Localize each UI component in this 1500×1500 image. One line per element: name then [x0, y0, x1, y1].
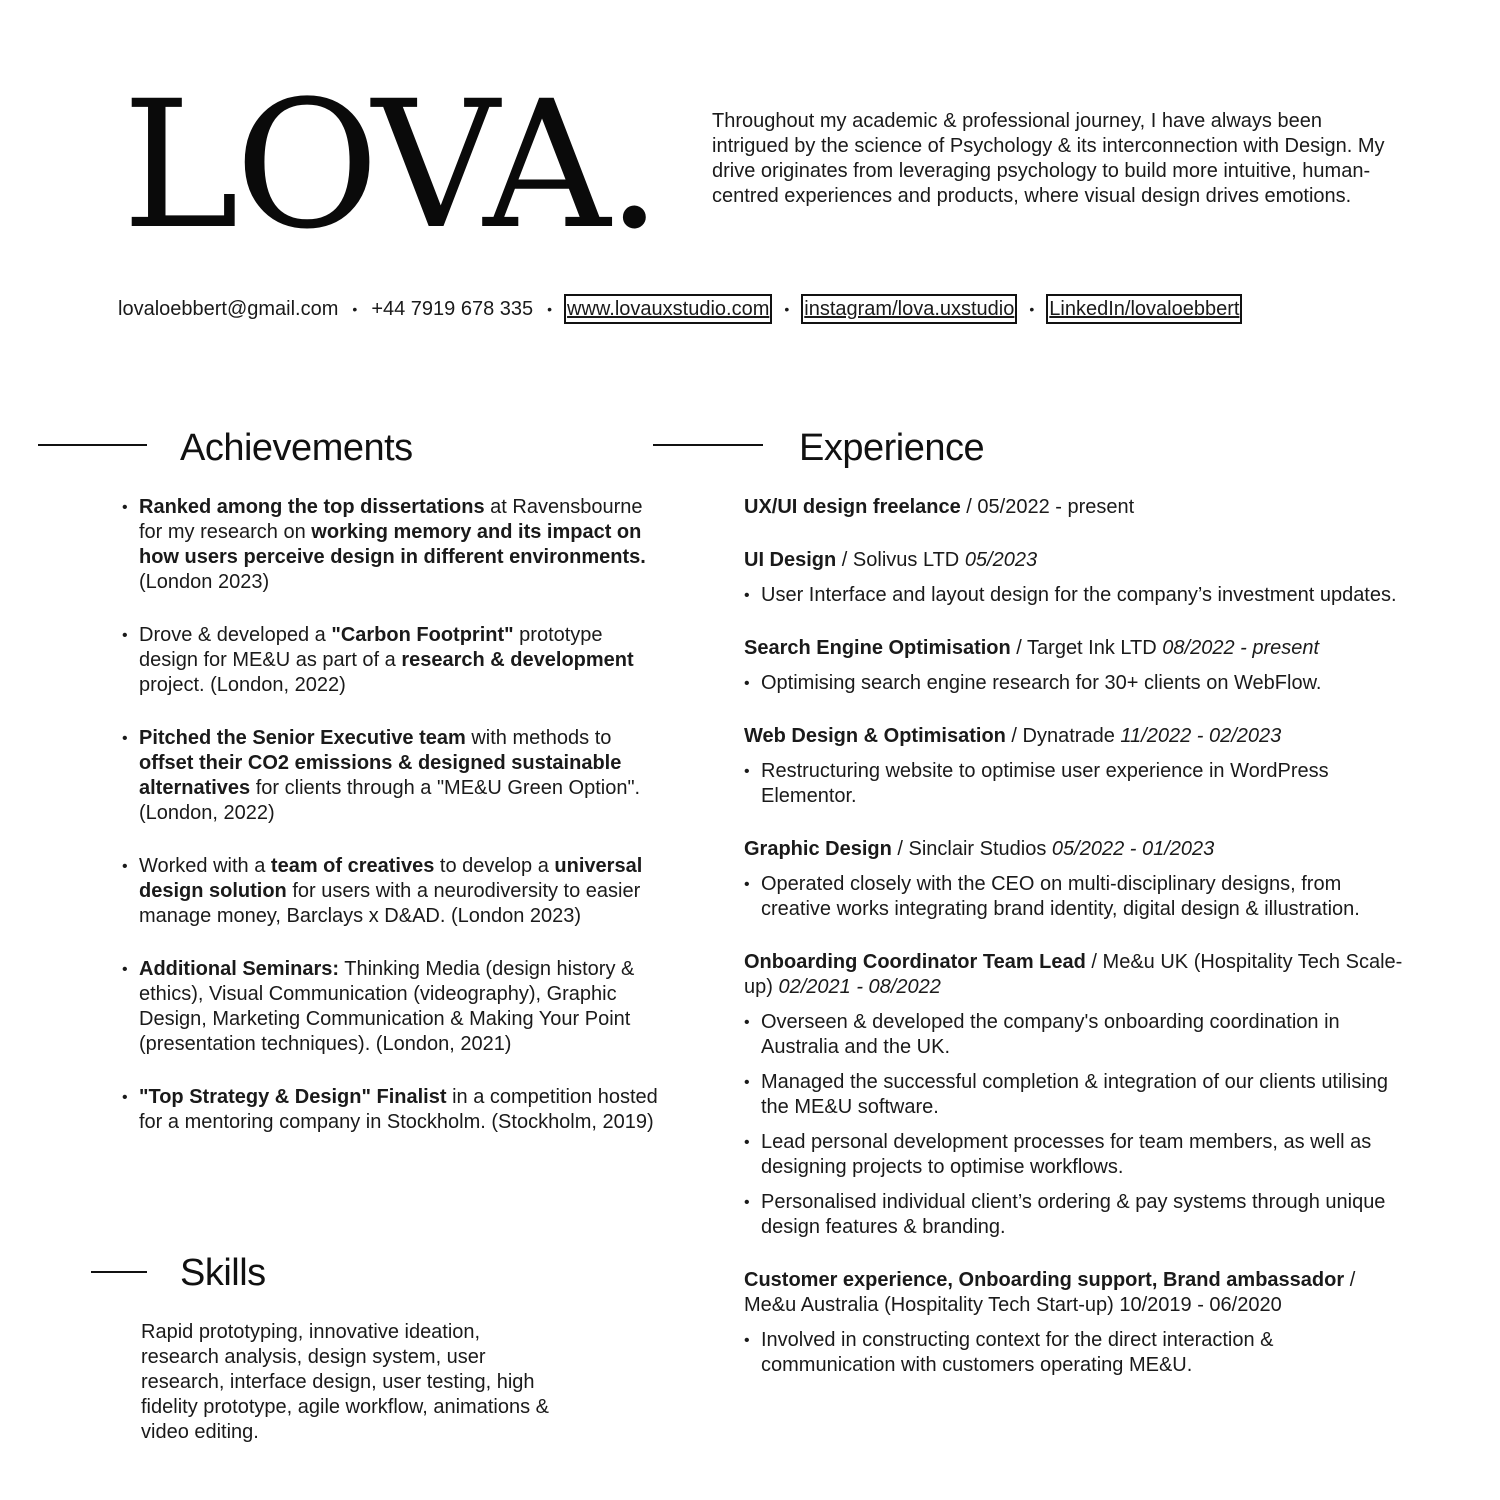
achievement-highlight: working memory and its impact on how users perceive design in different environments.	[139, 521, 646, 568]
job-dates: 05/2023	[964, 549, 1038, 571]
job-separator: /	[836, 549, 853, 571]
achievement-item	[139, 1085, 659, 1135]
job-bullet: • Overseen & developed the company's onboarding coordination in Australia and the UK.	[761, 1010, 1404, 1060]
job-bullet: • Managed the successful completion & integration of our clients utilising the ME&U software.	[761, 1070, 1404, 1120]
job-title: Graphic Design	[744, 838, 892, 860]
job-bullet: • User Interface and layout design for the company’s investment updates.	[761, 583, 1404, 608]
job-bullet: • Restructuring website to optimise user experience in WordPress Elementor.	[761, 759, 1404, 809]
job-company: Me&u UK (Hospitality Tech Scale-up)	[744, 951, 1403, 998]
achievement-text: for users with a neurodiversity to easier manage money, Barclays x D&AD. (London 2023)	[139, 880, 641, 927]
job-entry	[744, 495, 1404, 520]
job-bullets	[744, 671, 1404, 696]
skills-rule	[91, 1271, 147, 1273]
intro-paragraph: Throughout my academic & professional journey, I have always been intrigued by the science of Psychology & its interconnection with Design. My drive originates from leveraging psychology to build more intuitive, human-centred experiences and products, where visual design drives emotions.	[712, 110, 1385, 207]
website-link[interactable]: www.lovauxstudio.com	[567, 298, 770, 320]
job-header	[744, 724, 1404, 749]
job-entry	[744, 548, 1404, 608]
job-title: UX/UI design freelance	[744, 496, 961, 518]
job-separator: /	[1085, 951, 1103, 973]
achievement-text: Thinking Media (design history & ethics), Visual Communication (videography), Graphic Design, Marketing Communication & Making Your Point (presentation techniques). (London, 2021)	[139, 958, 635, 1055]
job-bullet: • Personalised individual client’s ordering & pay systems through unique design features & branding.	[761, 1190, 1404, 1240]
job-title: Customer experience, Onboarding support, Brand ambassador	[744, 1269, 1345, 1291]
job-bullets	[744, 583, 1404, 608]
achievement-item	[139, 726, 659, 826]
job-company: Me&u Australia (Hospitality Tech Start-up) 10/2019 - 06/2020	[744, 1294, 1282, 1316]
achievement-highlight: team of creatives	[270, 855, 435, 877]
achievement-text: (London 2023)	[139, 571, 270, 593]
job-title: Onboarding Coordinator Team Lead	[744, 951, 1086, 973]
achievement-text: Worked with a	[139, 855, 271, 877]
achievement-text: Drove & developed a	[139, 624, 332, 646]
job-company: Solivus LTD	[852, 549, 965, 571]
job-entry	[744, 1268, 1404, 1378]
achievement-item	[139, 854, 659, 929]
job-entry	[744, 724, 1404, 809]
contact-phone[interactable]: +44 7919 678 335	[371, 298, 534, 320]
contact-email[interactable]: lovaloebbert@gmail.com	[118, 298, 339, 320]
achievement-highlight: "Carbon Footprint"	[331, 624, 514, 646]
separator-dot: •	[352, 301, 358, 317]
achievement-item	[139, 957, 659, 1057]
job-company: 05/2022 - present	[977, 496, 1135, 518]
contact-bar	[118, 296, 1418, 322]
job-bullet: • Operated closely with the CEO on multi-disciplinary designs, from creative works integrating brand identity, digital design & illustration.	[761, 872, 1404, 922]
logo-wordmark: LOVA.	[122, 63, 659, 268]
achievement-highlight: offset their CO2 emissions & designed sustainable alternatives	[139, 752, 622, 799]
achievement-text: at Ravensbourne for my research on	[139, 496, 643, 543]
job-separator: /	[1344, 1269, 1356, 1291]
job-company: Target Ink LTD	[1027, 637, 1163, 659]
skills-heading: Skills	[180, 1252, 266, 1294]
instagram-link[interactable]: instagram/lova.uxstudio	[804, 298, 1015, 320]
achievement-item	[139, 495, 659, 595]
job-header	[744, 636, 1404, 661]
job-entry	[744, 636, 1404, 696]
job-bullet: • Lead personal development processes for team members, as well as designing projects to optimise workflows.	[761, 1130, 1404, 1180]
achievement-item	[139, 623, 659, 698]
achievements-rule	[38, 444, 147, 446]
separator-dot: •	[547, 301, 553, 317]
achievement-highlight: "Top Strategy & Design" Finalist	[139, 1086, 447, 1108]
job-separator: /	[1010, 637, 1028, 659]
achievement-text: project. (London, 2022)	[139, 674, 346, 696]
job-entry	[744, 950, 1404, 1240]
job-header	[744, 548, 1404, 573]
achievement-highlight: research & development	[401, 649, 634, 671]
experience-rule	[653, 444, 763, 446]
achievement-text: with methods to	[465, 727, 612, 749]
job-header	[744, 1268, 1404, 1318]
separator-dot: •	[784, 301, 790, 317]
job-separator: /	[960, 496, 978, 518]
job-bullets	[744, 759, 1404, 809]
achievement-text: for clients through a "ME&U Green Option". (London, 2022)	[139, 777, 641, 824]
job-bullet: • Optimising search engine research for 30+ clients on WebFlow.	[761, 671, 1404, 696]
experience-heading: Experience	[799, 427, 985, 469]
achievements-list	[139, 495, 659, 1163]
achievement-highlight: Ranked among the top dissertations	[139, 496, 485, 518]
job-bullets	[744, 872, 1404, 922]
job-separator: /	[1005, 725, 1023, 747]
job-header	[744, 837, 1404, 862]
linkedin-link[interactable]: LinkedIn/lovaloebbert	[1049, 298, 1240, 320]
experience-list	[744, 495, 1404, 1406]
job-title: Web Design & Optimisation	[744, 725, 1006, 747]
job-bullet: • Involved in constructing context for the direct interaction & communication with customers operating ME&U.	[761, 1328, 1404, 1378]
job-title: UI Design	[744, 549, 837, 571]
job-header	[744, 950, 1404, 1000]
job-company: Sinclair Studios	[908, 838, 1052, 860]
job-header	[744, 495, 1404, 520]
achievement-text: to develop a	[434, 855, 555, 877]
job-company: Dynatrade	[1022, 725, 1121, 747]
job-dates: 02/2021 - 08/2022	[778, 976, 941, 998]
separator-dot: •	[1029, 301, 1035, 317]
achievement-highlight: universal design solution	[139, 855, 643, 902]
achievement-text: prototype design for ME&U as part of a	[139, 624, 603, 671]
job-separator: /	[891, 838, 909, 860]
job-bullets	[744, 1010, 1404, 1240]
achievement-highlight: Additional Seminars:	[139, 958, 340, 980]
achievement-highlight: Pitched the Senior Executive team	[139, 727, 466, 749]
job-bullets	[744, 1328, 1404, 1378]
job-title: Search Engine Optimisation	[744, 637, 1011, 659]
achievements-heading: Achievements	[180, 427, 413, 469]
job-dates: 05/2022 - 01/2023	[1051, 838, 1215, 860]
skills-text: Rapid prototyping, innovative ideation, research analysis, design system, user research, interface design, user testing, high fidelity prototype, agile workflow, animations & video editing.	[141, 1321, 549, 1443]
achievement-text: in a competition hosted for a mentoring company in Stockholm. (Stockholm, 2019)	[139, 1086, 658, 1133]
job-dates: 08/2022 - present	[1162, 637, 1320, 659]
job-entry	[744, 837, 1404, 922]
job-dates: 11/2022 - 02/2023	[1120, 725, 1282, 747]
